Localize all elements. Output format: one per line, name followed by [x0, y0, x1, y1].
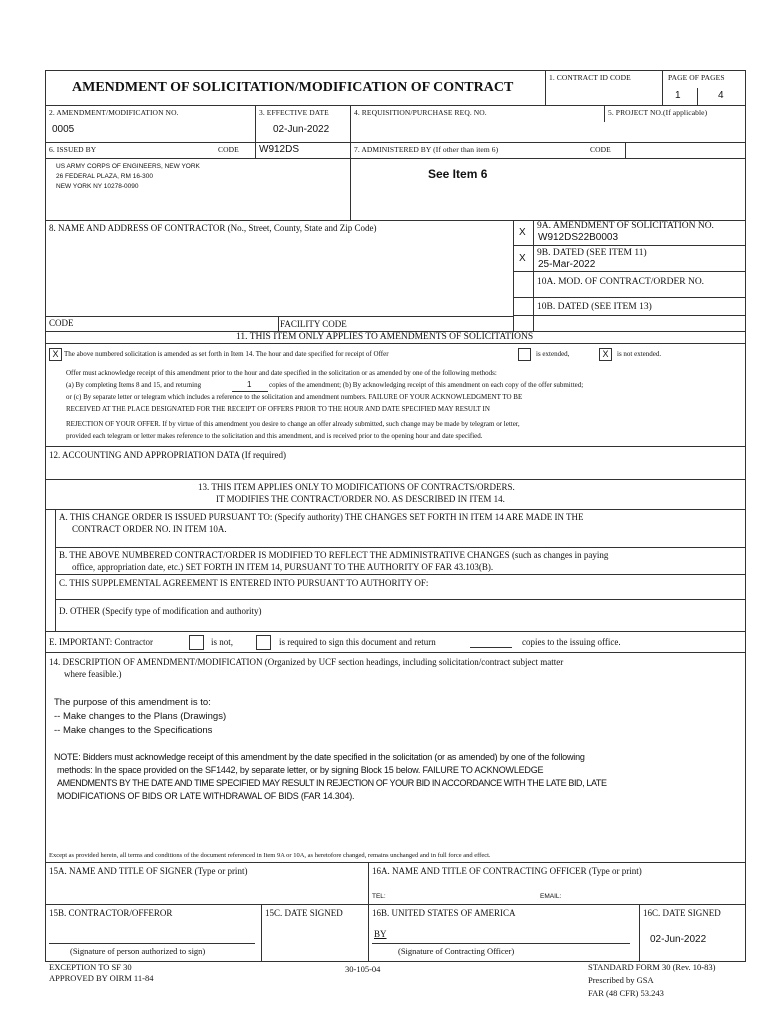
item-9b-value: 25-Mar-2022	[538, 259, 596, 270]
item-13b-line-2: office, appropriation date, etc.) SET FORTH IN ITEM 14, PURSUANT TO THE AUTHORITY OF FAR 43.103(B).	[72, 562, 494, 572]
administered-code-label: CODE	[590, 145, 611, 154]
item-13a-line-2: CONTRACT ORDER NO. IN ITEM 10A.	[72, 524, 227, 534]
code-left-label: CODE	[49, 318, 74, 328]
not-extended-checkbox[interactable]: X	[599, 348, 612, 361]
item-14-note-2: methods: In the space provided on the SF1442, by separate letter, or by signing Block 15 below. FAILURE TO ACKNOWLEDGE	[57, 765, 544, 775]
email-label: EMAIL:	[540, 893, 562, 900]
facility-code-label: FACILITY CODE	[280, 319, 347, 329]
except-text: Except as provided herein, all terms and conditions of the document referenced in Item 9A or 10A, as heretofore changed, remains unchanged and in full force and effect.	[49, 852, 491, 859]
is-extended-checkbox[interactable]	[518, 348, 531, 361]
form-title: AMENDMENT OF SOLICITATION/MODIFICATION OF CONTRACT	[72, 80, 514, 95]
project-no-label: 5. PROJECT NO.(If applicable)	[608, 108, 708, 117]
requisition-label: 4. REQUISITION/PURCHASE REQ. NO.	[354, 108, 487, 117]
item-16a-label: 16A. NAME AND TITLE OF CONTRACTING OFFICER (Type or print)	[372, 866, 642, 876]
footer-prescribed: Prescribed by GSA	[588, 975, 654, 985]
item-15c-label: 15C. DATE SIGNED	[265, 908, 343, 918]
item-16c-label: 16C. DATE SIGNED	[643, 908, 721, 918]
item-e-is-not: is not,	[211, 637, 234, 647]
issued-by-label: 6. ISSUED BY	[49, 145, 97, 154]
item-14-body-3: -- Make changes to the Specifications	[54, 725, 213, 736]
administered-by-label: 7. ADMINISTERED BY (If other than item 6)	[354, 145, 499, 154]
item-12-label: 12. ACCOUNTING AND APPROPRIATION DATA (If required)	[49, 450, 287, 460]
tel-label: TEL:	[372, 893, 386, 900]
item-11-para-4: RECEIVED AT THE PLACE DESIGNATED FOR THE RECEIPT OF OFFERS PRIOR TO THE HOUR AND DATE SPECIFIED MAY RESULT IN	[66, 405, 490, 413]
item-9b-x-mark: X	[519, 253, 526, 264]
item-14-label-1: 14. DESCRIPTION OF AMENDMENT/MODIFICATION (Organized by UCF section headings, including solicitation/contract subject matter	[49, 657, 564, 667]
item-9a-x-mark: X	[519, 227, 526, 238]
is-not-checkbox[interactable]	[189, 635, 204, 650]
amendment-no-value: 0005	[52, 124, 75, 135]
item-14-note-3: AMENDMENTS BY THE DATE AND TIME SPECIFIED MAY RESULT IN REJECTION OF YOUR BID IN ACCORDANCE WITH THE LATE BID, LATE	[57, 778, 607, 788]
item-16b-label: 16B. UNITED STATES OF AMERICA	[372, 908, 516, 918]
contract-id-code-label: 1. CONTRACT ID CODE	[549, 73, 631, 82]
item-e-copies: copies to the issuing office.	[522, 637, 621, 647]
not-extended-label: is not extended.	[617, 350, 662, 358]
item-11-line1: The above numbered solicitation is amended as set forth in Item 14. The hour and date specified for receipt of Offer	[64, 350, 389, 358]
by-label: BY	[374, 929, 387, 939]
is-extended-label: is extended,	[536, 350, 570, 358]
item-e-required: is required to sign this document and return	[279, 637, 436, 647]
item-16c-value: 02-Jun-2022	[650, 934, 707, 945]
item-15a-label: 15A. NAME AND TITLE OF SIGNER (Type or print)	[49, 866, 248, 876]
issuer-address-line-2: 26 FEDERAL PLAZA, RM 16-300	[56, 173, 153, 180]
item-14-note-1: NOTE: Bidders must acknowledge receipt of this amendment by the date specified in the solicitation (or as amended) by one of the following	[54, 752, 585, 762]
item-10b-label: 10B. DATED (SEE ITEM 13)	[537, 302, 652, 312]
item-11-para-1: Offer must acknowledge receipt of this amendment prior to the hour and date specified in the solicitation or as amended by one of the following methods:	[66, 369, 497, 377]
page-total: 4	[718, 90, 724, 101]
amendment-no-label: 2. AMENDMENT/MODIFICATION NO.	[49, 108, 179, 117]
item-13-line-1: 13. THIS ITEM APPLIES ONLY TO MODIFICATIONS OF CONTRACTS/ORDERS.	[198, 482, 515, 492]
footer-standard-form: STANDARD FORM 30 (Rev. 10-83)	[588, 962, 716, 972]
footer-exception: EXCEPTION TO SF 30	[49, 962, 132, 972]
item-13-line-2: IT MODIFIES THE CONTRACT/ORDER NO. AS DESCRIBED IN ITEM 14.	[216, 494, 505, 504]
item-11-para-5: REJECTION OF YOUR OFFER. If by virtue of this amendment you desire to change an offer already submitted, such change may be made by telegram or letter,	[66, 420, 520, 428]
item-11-para-3: or (c) By separate letter or telegram which includes a reference to the solicitation and amendment numbers. FAILURE OF YOUR ACKNOWLEDGMENT TO BE	[66, 393, 523, 401]
is-required-checkbox[interactable]	[256, 635, 271, 650]
item-13c-label: C. THIS SUPPLEMENTAL AGREEMENT IS ENTERED INTO PURSUANT TO AUTHORITY OF:	[59, 578, 429, 588]
item-11-amended-checkbox[interactable]: X	[49, 348, 62, 361]
page-of-pages-label: PAGE OF PAGES	[668, 73, 725, 82]
issuer-address-line-3: NEW YORK NY 10278-0090	[56, 183, 139, 190]
item-9b-label: 9B. DATED (SEE ITEM 11)	[537, 248, 647, 258]
footer-far: FAR (48 CFR) 53.243	[588, 988, 664, 998]
item-14-body-2: -- Make changes to the Plans (Drawings)	[54, 711, 227, 722]
effective-date-value: 02-Jun-2022	[273, 124, 330, 135]
item-11-copies: 1	[247, 380, 252, 389]
issued-code-value: W912DS	[259, 144, 300, 155]
issuer-address-line-1: US ARMY CORPS OF ENGINEERS, NEW YORK	[56, 163, 200, 170]
item-14-label-2: where feasible.)	[64, 669, 122, 679]
item-11-header: 11. THIS ITEM ONLY APPLIES TO AMENDMENTS OF SOLICITATIONS	[236, 332, 534, 342]
item-13d-label: D. OTHER (Specify type of modification and authority)	[59, 606, 262, 616]
footer-approved: APPROVED BY OIRM 11-84	[49, 973, 154, 983]
effective-date-label: 3. EFFECTIVE DATE	[259, 108, 329, 117]
item-13b-line-1: B. THE ABOVE NUMBERED CONTRACT/ORDER IS MODIFIED TO REFLECT THE ADMINISTRATIVE CHANGES (such as changes in paying	[59, 550, 609, 560]
item-14-note-4: MODIFICATIONS OF BIDS OR LATE WITHDRAWAL OF BIDS (FAR 14.304).	[57, 791, 355, 801]
item-11-para-2b: copies of the amendment; (b) By acknowledging receipt of this amendment on each copy of the offer submitted;	[269, 381, 584, 389]
item-11-para-6: provided each telegram or letter makes reference to the solicitation and this amendment, and is received prior to the opening hour and date specified.	[66, 432, 483, 440]
item-e-label: E. IMPORTANT: Contractor	[49, 637, 154, 647]
item-9a-label: 9A. AMENDMENT OF SOLICITATION NO.	[537, 221, 714, 231]
item-11-para-2a: (a) By completing Items 8 and 15, and returning	[66, 381, 202, 389]
administered-value: See Item 6	[428, 167, 488, 181]
page-current: 1	[675, 90, 681, 101]
item-10a-label: 10A. MOD. OF CONTRACT/ORDER NO.	[537, 277, 705, 287]
issued-code-label: CODE	[218, 145, 239, 154]
signature-person-label: (Signature of person authorized to sign)	[70, 946, 206, 956]
contractor-label: 8. NAME AND ADDRESS OF CONTRACTOR (No., Street, County, State and Zip Code)	[49, 223, 377, 233]
item-15b-label: 15B. CONTRACTOR/OFFEROR	[49, 908, 173, 918]
item-13a-line-1: A. THIS CHANGE ORDER IS ISSUED PURSUANT TO: (Specify authority) THE CHANGES SET FORTH IN ITEM 14 ARE MADE IN THE	[59, 512, 584, 522]
item-9a-value: W912DS22B0003	[538, 232, 619, 243]
footer-form-code: 30-105-04	[345, 964, 381, 974]
signature-officer-label: (Signature of Contracting Officer)	[398, 946, 515, 956]
item-14-body-1: The purpose of this amendment is to:	[54, 697, 211, 708]
